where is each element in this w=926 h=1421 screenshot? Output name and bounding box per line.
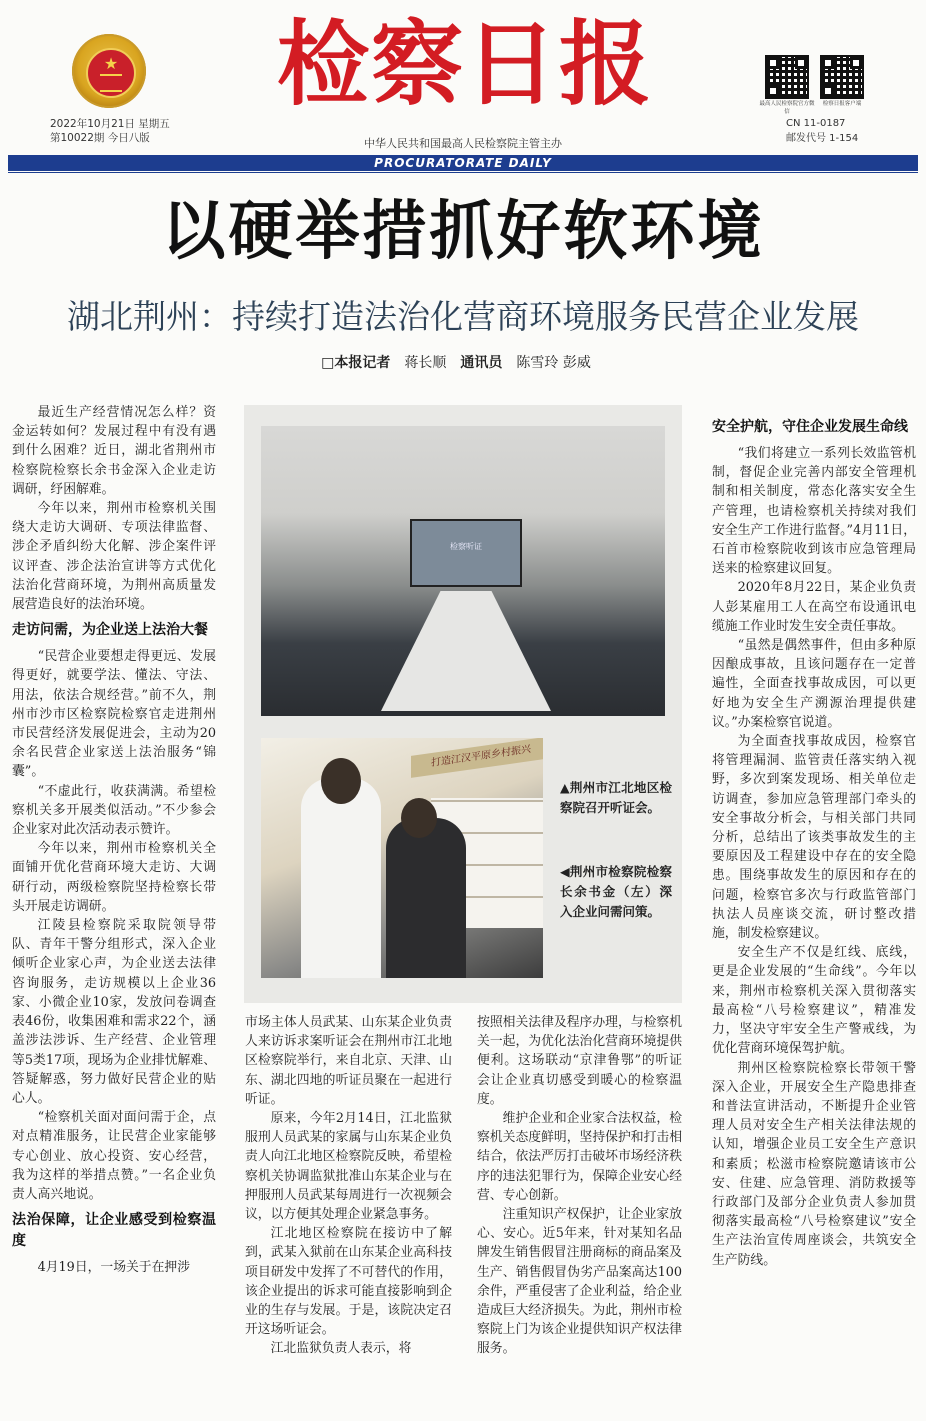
cn-number: CN 11-0187 bbox=[786, 118, 846, 129]
masthead-title: 检察日报 bbox=[276, 10, 653, 118]
byline bbox=[0, 353, 926, 373]
qr-code-wechat[interactable] bbox=[759, 55, 817, 115]
paragraph: 4月19日，一场关于在押涉 bbox=[37, 1260, 190, 1276]
person-left bbox=[301, 778, 381, 978]
photo-caption-1: ▲荆州市江北地区检察院召开听证会。 bbox=[560, 780, 672, 815]
paragraph: “虽然是偶然事件，但由多种原因酿成事故，且该问题存在一定普遍性，全面查找事故成因，可以更好地为安全生产溯源治理提供建议。”办案检察官说道。 bbox=[712, 638, 916, 730]
postal-code: 邮发代号 1-154 bbox=[786, 133, 859, 144]
subheadline: 湖北荆州：持续打造法治化营商环境服务民营企业发展 bbox=[67, 297, 859, 336]
reporter-label: □本报记者 bbox=[321, 355, 391, 371]
paragraph: 维护企业和企业家合法权益，检察机关态度鲜明，坚持保护和打击相结合，依法严厉打击破坏市场经济秩序的违法犯罪行为，保障企业安心经营、专心创新。 bbox=[477, 1111, 682, 1203]
article-column-1 bbox=[12, 403, 216, 1277]
paragraph: 今年以来，荆州市检察机关全面铺开优化营商环境大走访、大调研行动，两级检察院坚持检察长带头开展走访调研。 bbox=[12, 841, 216, 914]
screen-text: 检察听证 bbox=[450, 542, 482, 551]
qr-caption-wechat: 最高人民检察院官方微信 bbox=[759, 101, 815, 115]
qr-code-app[interactable] bbox=[820, 55, 872, 107]
paragraph: 江北监狱负责人表示，将 bbox=[270, 1341, 412, 1357]
paragraph: 最近生产经营情况怎么样？资金运转如何？发展过程中有没有遇到什么困难？近日，湖北省荆州市检察院检察长余书金深入企业走访调研，纾困解难。 bbox=[12, 405, 216, 497]
divider bbox=[8, 172, 918, 173]
paragraph: 安全生产不仅是红线、底线，更是企业发展的“生命线”。今年以来，荆州市检察机关深入贯彻落实最高检“八号检察建议”，精准发力，坚决守牢安全生产警戒线，为优化营商环境保驾护航。 bbox=[712, 945, 916, 1057]
sponsor-line: 中华人民共和国最高人民检察院主管主办 bbox=[364, 137, 562, 150]
paragraph: “检察机关面对面问需于企，点对点精准服务，让民营企业家能够专心创业、放心投资、安心经营，我为这样的举措点赞。”一名企业负责人高兴地说。 bbox=[12, 1110, 216, 1202]
photo-caption-2: ◀荆州市检察院检察长余书金（左）深入企业问需问策。 bbox=[560, 864, 672, 919]
article-column-3 bbox=[477, 1013, 682, 1359]
paragraph: “我们将建立一系列长效监管机制，督促企业完善内部安全管理机制和相关制度，常态化落实安全生产管理，也请检察机关持续对我们安全生产工作进行监督。”4月11日，石首市检察院收到该市应急管理局送来的检察建议回复。 bbox=[712, 446, 916, 577]
store-banner: 打造江汉平原乡村振兴 bbox=[411, 738, 543, 778]
english-title-bar bbox=[8, 155, 918, 171]
section-heading: 法治保障，让企业感受到检察温度 bbox=[12, 1212, 216, 1250]
paragraph: “不虚此行，收获满满。希望检察机关多开展类似活动。”不少参会企业家对此次活动表示赞许。 bbox=[12, 783, 216, 838]
paragraph: 注重知识产权保护，让企业家放心、安心。近5年来，针对某知名品牌发生销售假冒注册商标的商品案及生产、销售假冒伪劣产品案高达100余件，严重侵害了企业利益，给企业造成巨大经济损失。为此，荆州市检察院上门为该企业提供知识产权法律服务。 bbox=[477, 1207, 682, 1357]
paragraph: 江陵县检察院采取院领导带队、青年干警分组形式，深入企业倾听企业家心声，为企业送去法律咨询服务，走访规模以上企业36家、小微企业10家，发放问卷调查表46份，收集困难和需求22个，涵盖涉法涉诉、生产经营、企业管理等5类17项，现场为企业排忧解难、答疑解惑，努力做好民营企业的贴心人。 bbox=[12, 918, 216, 1106]
paragraph: 原来，今年2月14日，江北监狱服刑人员武某的家属与山东某企业负责人向江北地区检察院反映，希望检察机关协调监狱批准山东某企业与在押服刑人员武某每周进行一次视频会议，以方便其处理企业紧急事务。 bbox=[245, 1111, 452, 1223]
person-left-head bbox=[321, 758, 361, 804]
paragraph: 荆州区检察院检察长带领干警深入企业，开展安全生产隐患排查和普法宣讲活动，不断提升企业管理人员对安全生产相关法律法规的认知，增强企业员工安全生产意识和素质；松滋市检察院邀请该市公安、住建、应急管理、消防救援等行政部门及部分企业负责人参加贯彻落实最高检“八号检察建议”安全生产法治宣传周座谈会，共筑安全生产防线。 bbox=[712, 1060, 916, 1268]
article-column-2 bbox=[245, 1013, 452, 1359]
section-heading: 安全护航，守住企业发展生命线 bbox=[712, 419, 908, 435]
conference-table bbox=[381, 591, 551, 711]
person-right-head bbox=[401, 798, 437, 838]
correspondent-label: 通讯员 bbox=[460, 355, 503, 371]
reporter-name: 蒋长顺 bbox=[404, 355, 447, 371]
paragraph: “民营企业要想走得更远、发展得更好，就要学法、懂法、守法、用法，依法合规经营。”前不久，荆州市沙市区检察院检察官走进荆州市民营经济发展促进会，主动为20余名民营企业家送上法治服务“锦囊”。 bbox=[12, 649, 216, 780]
headline: 以硬举措抓好软环境 bbox=[161, 195, 765, 269]
publication-date: 2022年10月21日 星期五 bbox=[50, 118, 170, 130]
enterprise-visit-photo bbox=[261, 738, 543, 978]
person-right bbox=[386, 818, 466, 978]
issue-number: 第10022期 今日八版 bbox=[50, 132, 150, 144]
paragraph: 今年以来，荆州市检察机关围绕大走访大调研、专项法律监督、涉企矛盾纠纷大化解、涉企案件评议评查、涉企法治宣讲等方式优化法治化营商环境，为荆州高质量发展营造良好的法治环境。 bbox=[12, 501, 216, 613]
english-title: PROCURATORATE DAILY bbox=[374, 156, 552, 170]
qr-caption-app: 检察日报客户端 bbox=[822, 101, 862, 107]
section-heading: 走访问需，为企业送上法治大餐 bbox=[12, 622, 208, 639]
correspondent-names: 陈雪玲 彭威 bbox=[516, 355, 591, 371]
article-column-4 bbox=[712, 417, 916, 1270]
registration-info bbox=[786, 116, 858, 146]
procuratorate-emblem: ★ bbox=[72, 34, 146, 108]
hearing-photo bbox=[261, 426, 665, 716]
paragraph: 江北地区检察院在接访中了解到，武某入狱前在山东某企业高科技项目研发中发挥了不可替代的作用，该企业提出的诉求可能直接影响到企业的生存与发展。于是，该院决定召开这场听证会。 bbox=[245, 1226, 452, 1338]
paragraph: 为全面查找事故成因，检察官将管理漏洞、监管责任落实纳入视野，多次到案发现场、相关单位走访调查，参加应急管理部门牵头的安全事故分析会，与相关部门共同分析，总结出了该类事故发生的主要原因及工程建设中存在的安全隐患。围绕事故发生的原因和存在的问题，检察官多次与行政监管部门执法人员座谈交流，研讨整改措施，制发检察建议。 bbox=[712, 734, 916, 942]
paragraph: 市场主体人员武某、山东某企业负责人来访诉求案听证会在荆州市江北地区检察院举行，来自北京、天津、山东、湖北四地的听证员聚在一起进行听证。 bbox=[245, 1015, 452, 1107]
paragraph: 2020年8月22日，某企业负责人彭某雇用工人在高空布设通讯电缆施工作业时发生安全责任事故。 bbox=[712, 580, 916, 634]
paragraph: 按照相关法律及程序办理，与检察机关一起，为优化法治化营商环境提供便利。这场联动“京津鲁鄂”的听证会让企业真切感受到暖心的检察温度。 bbox=[477, 1015, 682, 1107]
hearing-screen bbox=[410, 519, 522, 587]
